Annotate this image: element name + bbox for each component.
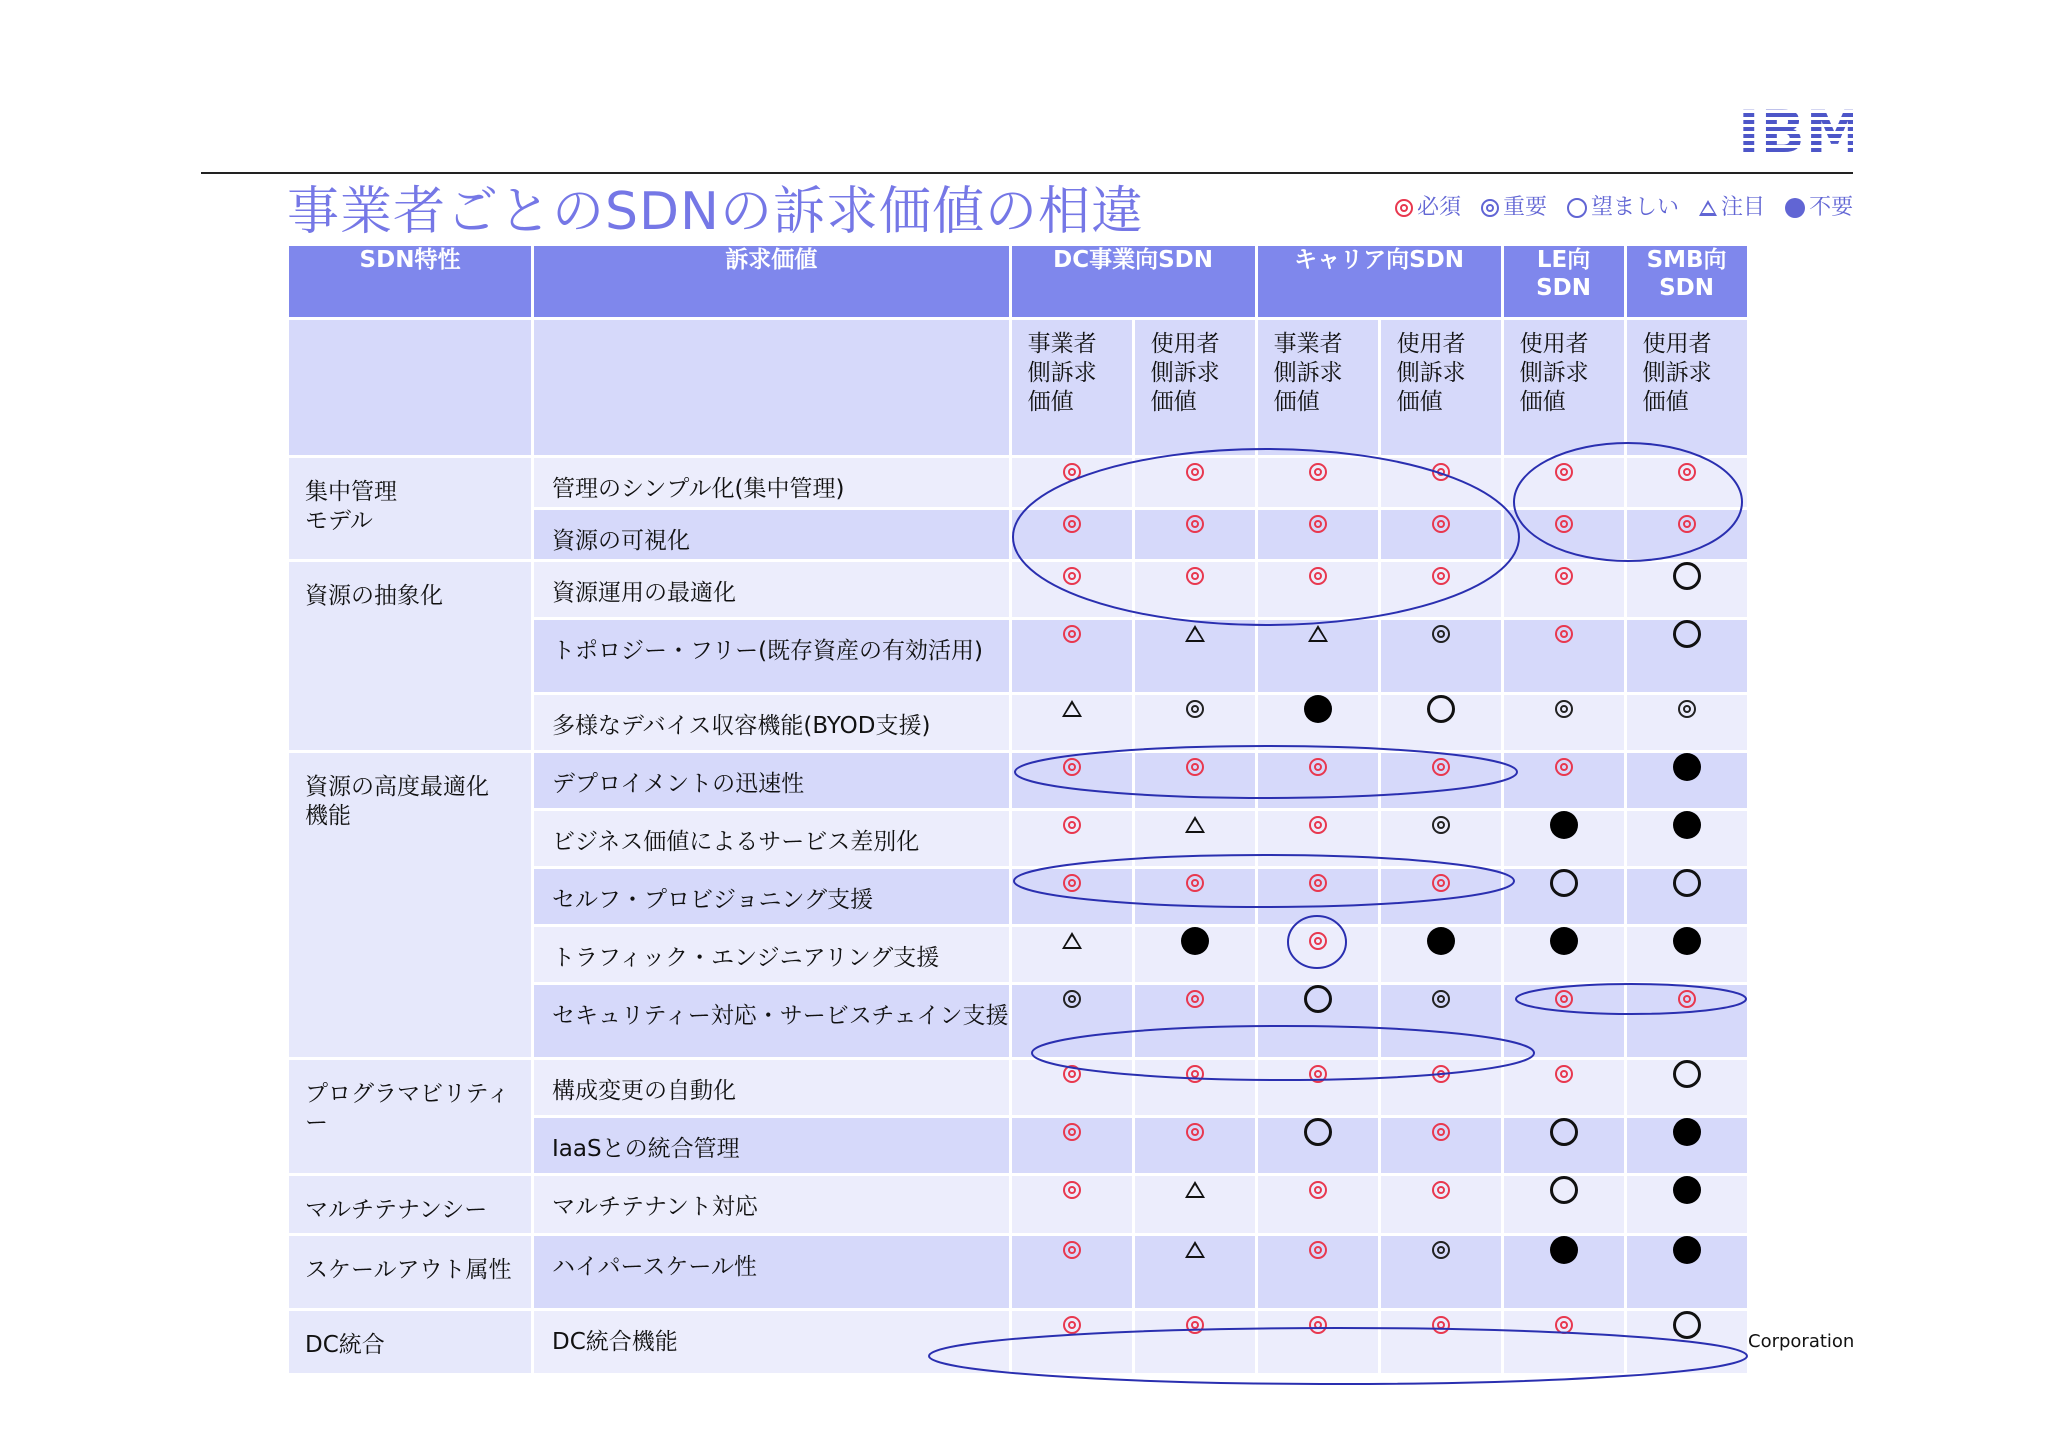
table-row [288, 1059, 1749, 1117]
not-required-icon [1304, 695, 1332, 723]
rating-cell [1256, 561, 1379, 619]
legend-label: 注目 [1721, 195, 1766, 220]
required-icon [1309, 515, 1327, 533]
rating-cell [1379, 1059, 1502, 1117]
appeal-value-cell [533, 1175, 1011, 1235]
required-icon [1186, 990, 1204, 1008]
appeal-value-label: IaaSとの統合管理 [552, 1136, 740, 1162]
not-required-icon [1673, 927, 1701, 955]
appeal-value-cell [533, 1059, 1011, 1117]
feature-cell [288, 752, 533, 1059]
rating-cell [1502, 926, 1625, 984]
rating-cell [1010, 457, 1133, 509]
feature-label: DC統合 [305, 1332, 385, 1358]
rating-cell [1010, 752, 1133, 810]
header-sdn-feature-label: SDN特性 [359, 247, 461, 273]
feature-label: プログラマビリティー [305, 1081, 510, 1136]
legend-label: 望ましい [1591, 195, 1680, 220]
not-required-icon [1550, 811, 1578, 839]
table-row [288, 1235, 1749, 1310]
required-icon [1063, 1181, 1081, 1199]
appeal-value-cell [533, 752, 1011, 810]
rating-cell [1133, 810, 1256, 868]
not-required-icon [1673, 753, 1701, 781]
not-required-icon [1673, 1236, 1701, 1264]
rating-cell [1502, 561, 1625, 619]
appeal-value-label: 資源運用の最適化 [552, 580, 736, 606]
rating-cell [1379, 561, 1502, 619]
required-icon [1432, 758, 1450, 776]
rating-cell [1502, 868, 1625, 926]
ibm-logo: IBM [1738, 98, 1865, 166]
page-title: 事業者ごとのSDNの訴求価値の相違 [287, 182, 1144, 242]
header-row [288, 245, 1749, 319]
required-icon [1432, 874, 1450, 892]
rating-cell [1502, 984, 1625, 1059]
required-icon [1186, 567, 1204, 585]
subheader-carrier-user [1379, 319, 1502, 457]
important-icon [1555, 700, 1573, 718]
important-icon [1432, 625, 1450, 643]
rating-cell [1256, 1059, 1379, 1117]
appeal-value-label: マルチテナント対応 [552, 1194, 758, 1220]
required-icon [1432, 1065, 1450, 1083]
legend-item-no [1785, 192, 1853, 224]
required-icon [1432, 463, 1450, 481]
rating-cell [1379, 619, 1502, 694]
rating-cell [1133, 1117, 1256, 1175]
footer-text: Corporation [1748, 1331, 1855, 1352]
table-row [288, 457, 1749, 509]
rating-cell [1256, 619, 1379, 694]
subheader-label: 事業者 側訴求 価値 [1273, 331, 1343, 415]
appeal-value-cell [533, 984, 1011, 1059]
rating-cell [1010, 1235, 1133, 1310]
required-icon [1063, 515, 1081, 533]
appeal-value-cell [533, 1235, 1011, 1310]
appeal-value-label: 資源の可視化 [552, 528, 690, 554]
required-icon [1309, 463, 1327, 481]
desirable-icon [1550, 1118, 1578, 1146]
required-icon [1309, 1065, 1327, 1083]
required-icon [1432, 1316, 1450, 1334]
required-icon [1063, 567, 1081, 585]
required-icon [1432, 515, 1450, 533]
required-icon [1186, 463, 1204, 481]
appeal-value-label: DC統合機能 [552, 1329, 678, 1355]
rating-cell [1133, 868, 1256, 926]
appeal-value-label: ビジネス価値によるサービス差別化 [552, 829, 920, 855]
appeal-value-label: デプロイメントの迅速性 [552, 771, 805, 797]
not-required-icon [1181, 927, 1209, 955]
legend-item-opt [1699, 192, 1765, 224]
legend-imp-icon [1481, 199, 1499, 217]
not-required-icon [1673, 1118, 1701, 1146]
not-required-icon [1673, 1176, 1701, 1204]
notable-icon [1185, 625, 1205, 642]
legend-item-des [1567, 192, 1679, 224]
subheader-le-user [1502, 319, 1625, 457]
rating-cell [1256, 810, 1379, 868]
subheader-dc-operator [1010, 319, 1133, 457]
rating-cell [1133, 694, 1256, 752]
rating-cell [1625, 926, 1748, 984]
rating-cell [1133, 926, 1256, 984]
appeal-value-label: 多様なデバイス収容機能(BYOD支援) [552, 713, 931, 739]
feature-cell [288, 1059, 533, 1175]
appeal-value-label: 構成変更の自動化 [552, 1078, 736, 1104]
header-smb [1625, 245, 1748, 319]
rating-cell [1010, 1310, 1133, 1375]
feature-label: スケールアウト属性 [305, 1257, 512, 1283]
rating-cell [1010, 694, 1133, 752]
table-row [288, 1310, 1749, 1375]
required-icon [1309, 816, 1327, 834]
not-required-icon [1673, 811, 1701, 839]
rating-cell [1133, 561, 1256, 619]
important-icon [1063, 990, 1081, 1008]
rating-cell [1379, 1235, 1502, 1310]
required-icon [1063, 816, 1081, 834]
legend-item-imp [1481, 192, 1547, 224]
title-divider [201, 172, 1853, 174]
not-required-icon [1427, 927, 1455, 955]
rating-cell [1379, 509, 1502, 561]
appeal-value-label: トポロジー・フリー(既存資産の有効活用) [552, 638, 984, 664]
subheader-empty-feature [288, 319, 533, 457]
feature-cell [288, 1175, 533, 1235]
desirable-icon [1673, 1060, 1701, 1088]
appeal-value-cell [533, 619, 1011, 694]
required-icon [1432, 1123, 1450, 1141]
feature-cell [288, 1235, 533, 1310]
important-icon [1432, 990, 1450, 1008]
rating-cell [1256, 1310, 1379, 1375]
legend-item-req [1395, 192, 1461, 224]
rating-cell [1502, 1235, 1625, 1310]
rating-cell [1625, 1059, 1748, 1117]
appeal-value-cell [533, 561, 1011, 619]
rating-cell [1625, 1235, 1748, 1310]
legend-opt-icon [1699, 200, 1717, 216]
rating-cell [1625, 694, 1748, 752]
subheader-label: 事業者 側訴求 価値 [1027, 331, 1097, 415]
required-icon [1555, 758, 1573, 776]
subheader-carrier-operator [1256, 319, 1379, 457]
subheader-label: 使用者 側訴求 価値 [1642, 331, 1712, 415]
required-icon [1063, 1065, 1081, 1083]
rating-cell [1010, 926, 1133, 984]
legend-des-icon [1567, 198, 1587, 218]
rating-cell [1625, 1175, 1748, 1235]
rating-cell [1010, 810, 1133, 868]
rating-cell [1010, 1117, 1133, 1175]
header-dc-label: DC事業向SDN [1053, 247, 1213, 273]
rating-cell [1256, 1235, 1379, 1310]
required-icon [1555, 515, 1573, 533]
legend [1395, 192, 1853, 224]
appeal-value-cell [533, 1310, 1011, 1375]
rating-cell [1010, 561, 1133, 619]
notable-icon [1185, 816, 1205, 833]
required-icon [1309, 1316, 1327, 1334]
required-icon [1555, 625, 1573, 643]
feature-cell [288, 561, 533, 752]
rating-cell [1502, 810, 1625, 868]
desirable-icon [1550, 1176, 1578, 1204]
header-smb-line1: SMB向 [1646, 247, 1727, 273]
desirable-icon [1550, 869, 1578, 897]
notable-icon [1308, 625, 1328, 642]
legend-no-icon [1785, 198, 1805, 218]
rating-cell [1133, 1175, 1256, 1235]
rating-cell [1502, 509, 1625, 561]
important-icon [1432, 1241, 1450, 1259]
rating-cell [1256, 457, 1379, 509]
rating-cell [1502, 1059, 1625, 1117]
rating-cell [1256, 509, 1379, 561]
rating-cell [1256, 926, 1379, 984]
required-icon [1678, 463, 1696, 481]
appeal-value-cell [533, 457, 1011, 509]
rating-cell [1256, 984, 1379, 1059]
header-sdn-feature [288, 245, 533, 319]
rating-cell [1625, 619, 1748, 694]
appeal-value-label: セキュリティー対応・サービスチェイン支援 [552, 1003, 1009, 1029]
appeal-value-label: 管理のシンプル化(集中管理) [552, 476, 845, 502]
rating-cell [1502, 752, 1625, 810]
header-le-line2: SDN [1536, 275, 1592, 301]
header-le-line1: LE向 [1536, 247, 1591, 273]
notable-icon [1062, 700, 1082, 717]
appeal-value-cell [533, 694, 1011, 752]
appeal-value-cell [533, 868, 1011, 926]
rating-cell [1133, 509, 1256, 561]
feature-label: 資源の高度最適化 機能 [305, 774, 489, 829]
subheader-row [288, 319, 1749, 457]
required-icon [1555, 463, 1573, 481]
required-icon [1186, 515, 1204, 533]
header-smb-line2: SDN [1659, 275, 1715, 301]
desirable-icon [1673, 620, 1701, 648]
required-icon [1309, 567, 1327, 585]
subheader-empty-value [533, 319, 1011, 457]
rating-cell [1010, 1175, 1133, 1235]
rating-cell [1256, 1175, 1379, 1235]
required-icon [1063, 625, 1081, 643]
rating-cell [1010, 868, 1133, 926]
header-appeal-value [533, 245, 1011, 319]
required-icon [1186, 1123, 1204, 1141]
table-row [288, 561, 1749, 619]
desirable-icon [1304, 1118, 1332, 1146]
subheader-label: 使用者 側訴求 価値 [1396, 331, 1466, 415]
rating-cell [1502, 1310, 1625, 1375]
rating-cell [1379, 926, 1502, 984]
important-icon [1432, 816, 1450, 834]
rating-cell [1379, 752, 1502, 810]
required-icon [1186, 1065, 1204, 1083]
required-icon [1678, 990, 1696, 1008]
rating-cell [1133, 752, 1256, 810]
appeal-value-cell [533, 810, 1011, 868]
required-icon [1309, 1181, 1327, 1199]
required-icon [1555, 1065, 1573, 1083]
legend-label: 重要 [1503, 195, 1548, 220]
required-icon [1555, 567, 1573, 585]
desirable-icon [1673, 562, 1701, 590]
not-required-icon [1550, 1236, 1578, 1264]
required-icon [1063, 1241, 1081, 1259]
legend-req-icon [1395, 199, 1413, 217]
rating-cell [1010, 1059, 1133, 1117]
rating-cell [1133, 1235, 1256, 1310]
subheader-dc-user [1133, 319, 1256, 457]
required-icon [1309, 1241, 1327, 1259]
rating-cell [1133, 1059, 1256, 1117]
rating-cell [1379, 984, 1502, 1059]
required-icon [1186, 874, 1204, 892]
rating-cell [1010, 509, 1133, 561]
rating-cell [1502, 694, 1625, 752]
rating-cell [1133, 1310, 1256, 1375]
rating-cell [1379, 694, 1502, 752]
rating-cell [1379, 868, 1502, 926]
rating-cell [1010, 619, 1133, 694]
desirable-icon [1673, 1311, 1701, 1339]
notable-icon [1185, 1181, 1205, 1198]
desirable-icon [1673, 869, 1701, 897]
required-icon [1555, 990, 1573, 1008]
not-required-icon [1550, 927, 1578, 955]
rating-cell [1625, 752, 1748, 810]
header-appeal-value-label: 訴求価値 [725, 247, 818, 273]
subheader-label: 使用者 側訴求 価値 [1519, 331, 1589, 415]
appeal-value-label: トラフィック・エンジニアリング支援 [552, 945, 940, 971]
required-icon [1432, 567, 1450, 585]
header-dc [1010, 245, 1256, 319]
rating-cell [1625, 457, 1748, 509]
required-icon [1186, 1316, 1204, 1334]
rating-cell [1502, 457, 1625, 509]
rating-cell [1379, 1175, 1502, 1235]
desirable-icon [1427, 695, 1455, 723]
appeal-value-cell [533, 926, 1011, 984]
rating-cell [1625, 984, 1748, 1059]
subheader-label: 使用者 側訴求 価値 [1150, 331, 1220, 415]
rating-cell [1256, 752, 1379, 810]
rating-cell [1625, 1117, 1748, 1175]
header-carrier [1256, 245, 1502, 319]
appeal-value-label: ハイパースケール性 [552, 1254, 757, 1280]
required-icon [1309, 874, 1327, 892]
rating-cell [1625, 810, 1748, 868]
rating-cell [1256, 694, 1379, 752]
appeal-value-cell [533, 509, 1011, 561]
subheader-smb-user [1625, 319, 1748, 457]
required-icon [1063, 758, 1081, 776]
rating-cell [1625, 868, 1748, 926]
rating-cell [1625, 1310, 1748, 1375]
required-icon [1186, 758, 1204, 776]
required-icon [1063, 1123, 1081, 1141]
required-icon [1063, 874, 1081, 892]
comparison-table [286, 243, 1750, 1376]
rating-cell [1256, 868, 1379, 926]
feature-cell [288, 457, 533, 561]
required-icon [1063, 463, 1081, 481]
required-icon [1309, 932, 1327, 950]
legend-label: 不要 [1809, 195, 1854, 220]
important-icon [1186, 700, 1204, 718]
rating-cell [1625, 561, 1748, 619]
rating-cell [1502, 619, 1625, 694]
header-le [1502, 245, 1625, 319]
notable-icon [1185, 1241, 1205, 1258]
rating-cell [1256, 1117, 1379, 1175]
rating-cell [1133, 619, 1256, 694]
rating-cell [1379, 1117, 1502, 1175]
feature-label: 集中管理 モデル [305, 479, 397, 534]
appeal-value-cell [533, 1117, 1011, 1175]
important-icon [1678, 700, 1696, 718]
feature-label: 資源の抽象化 [305, 583, 443, 609]
rating-cell [1133, 457, 1256, 509]
rating-cell [1010, 984, 1133, 1059]
required-icon [1555, 1316, 1573, 1334]
rating-cell [1379, 810, 1502, 868]
feature-label: マルチテナンシー [305, 1197, 488, 1223]
rating-cell [1379, 457, 1502, 509]
rating-cell [1502, 1117, 1625, 1175]
header-carrier-label: キャリア向SDN [1294, 247, 1465, 273]
required-icon [1678, 515, 1696, 533]
appeal-value-label: セルフ・プロビジョニング支援 [552, 887, 874, 913]
required-icon [1432, 1181, 1450, 1199]
legend-label: 必須 [1417, 195, 1462, 220]
rating-cell [1379, 1310, 1502, 1375]
desirable-icon [1304, 985, 1332, 1013]
notable-icon [1062, 932, 1082, 949]
rating-cell [1133, 984, 1256, 1059]
required-icon [1063, 1316, 1081, 1334]
rating-cell [1502, 1175, 1625, 1235]
feature-cell [288, 1310, 533, 1375]
table-row [288, 1175, 1749, 1235]
required-icon [1309, 758, 1327, 776]
table-row [288, 752, 1749, 810]
rating-cell [1625, 509, 1748, 561]
